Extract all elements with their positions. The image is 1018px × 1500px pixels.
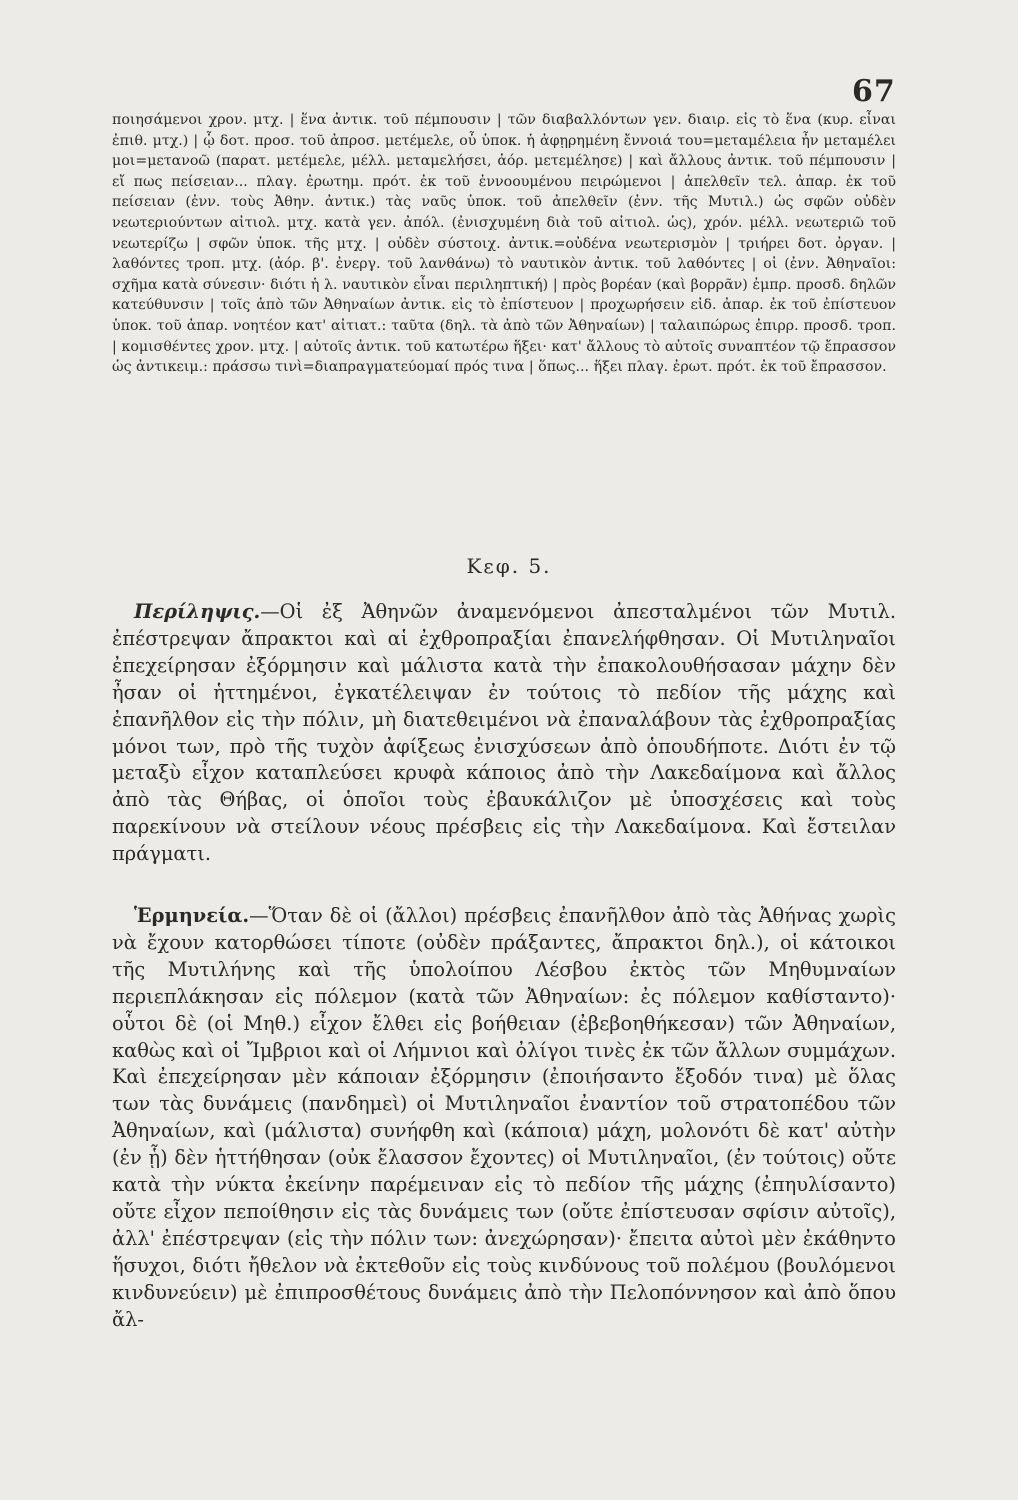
summary-paragraph (112, 599, 896, 868)
interpretation-section (112, 903, 896, 1334)
notes-paragraph: ποιησάμενοι χρον. μτχ. | ἕνα ἀντικ. τοῦ πέμπουσιν | τῶν διαβαλλόντων γεν. διαιρ. εἰς τὸ ἕνα (κυρ. εἶναι ἐπιθ. μτχ.) | ᾧ δοτ. προσ. τοῦ ἀπροσ. μετέμελε, οὗ ὑποκ. ἡ ἀφῃρημένη ἔννοιά του=μεταμέλεια ἦν μεταμέλει μοι=μετανοῶ (παρατ. μετέμελε, μέλλ. μεταμελήσει, ἀόρ. μετεμέλησε) | καὶ ἄλλους ἀντικ. τοῦ πέμπουσιν | εἴ πως πείσειαν... πλαγ. ἐρωτημ. πρότ. ἐκ τοῦ ἐννοουμένου πειρώμενοι | ἀπελθεῖν τελ. ἀπαρ. ἐκ τοῦ πείσειαν (ἐνν. τοὺς Ἀθην. ἀντικ.) τὰς ναῦς ὑποκ. τοῦ ἀπελθεῖν (ἐνν. τῆς Μυτιλ.) ὡς σφῶν οὐδὲν νεωτεριούντων αἰτιολ. μτχ. κατὰ γεν. ἀπόλ. (ἐνισχυμένη διὰ τοῦ αἰτιολ. ὡς), χρόν. μέλλ. νεωτεριῶ τοῦ νεωτερίζω | σφῶν ὑποκ. τῆς μτχ. | οὐδὲν σύστοιχ. ἀντικ.=οὐδένα νεωτερισμὸν | τριήρει δοτ. ὀργαν. | λαθόντες τροπ. μτχ. (ἀόρ. β'. ἐνεργ. τοῦ λανθάνω) τὸ ναυτικὸν ἀντικ. τοῦ λαθόντες | οἱ (ἐνν. Ἀθηναῖοι: σχῆμα κατὰ σύνεσιν· διότι ἡ λ. ναυτικὸν εἶναι περιληπτική) | πρὸς βορέαν (καὶ βορρᾶν) ἐμπρ. προσδ. δηλῶν κατεύθυνσιν | τοῖς ἀπὸ τῶν Ἀθηναίων ἀντικ. εἰς τὸ ἐπίστευον | προχωρήσειν εἰδ. ἀπαρ. ἐκ τοῦ ἐπίστευον ὑποκ. τοῦ ἀπαρ. νοητέον κατ' αἰτιατ.: ταῦτα (δηλ. τὰ ἀπὸ τῶν Ἀθηναίων) | ταλαιπώρως ἐπιρρ. προσδ. τροπ. | κομισθέντες χρον. μτχ. | αὐτοῖς ἀντικ. τοῦ κατωτέρω ἥξει· κατ' ἄλλους τὸ αὐτοῖς συναπτέον τῷ ἔπρασσον ὡς ἀντικειμ.: πράσσω τινὶ=διαπραγματεύομαί πρός τινα | ὅπως... ἥξει πλαγ. ἐρωτ. πρότ. ἐκ τοῦ ἔπρασσον. (112, 112, 896, 376)
interpretation-label: Ἑρμηνεία. (134, 904, 250, 927)
summary-label: Περίληψις. (134, 600, 261, 623)
grammar-notes (112, 110, 896, 378)
summary-text: —Οἱ ἐξ Ἀθηνῶν ἀναμενόμενοι ἀπεσταλμένοι τῶν Μυτιλ. ἐπέστρεψαν ἄπρακτοι καὶ αἱ ἐχθροπραξίαι ἐπανελήφθησαν. Οἱ Μυτιληναῖοι ἐπεχείρησαν ἐξόρμησιν καὶ μάλιστα κατὰ τὴν ἐπακολουθήσασαν μάχην δὲν ἦσαν οἱ ἡττημένοι, ἐγκατέλειψαν ἐν τούτοις τὸ πεδίον τῆς μάχης καὶ ἐπανῆλθον εἰς τὴν πόλιν, μὴ διατεθειμένοι νὰ ἐπαναλάβουν τὰς ἐχθροπραξίας μόνοι των, πρὸ τῆς τυχὸν ἀφίξεως ἐνισχύσεων ἀπὸ ὁπουδήποτε. Διότι ἐν τῷ μεταξὺ εἶχον καταπλεύσει κρυφὰ κάποιος ἀπὸ τὴν Λακεδαίμονα καὶ ἄλλος ἀπὸ τὰς Θήβας, οἱ ὁποῖοι τοὺς ἐβαυκάλιζον μὲ ὑποσχέσεις καὶ τοὺς παρεκίνουν νὰ στείλουν νέους πρέσβεις εἰς τὴν Λακεδαίμονα. Καὶ ἔστειλαν πράγματι. (112, 600, 896, 866)
page-number: 67 (852, 74, 896, 109)
chapter-heading: Κεφ. 5. (466, 554, 552, 578)
interpretation-paragraph (112, 903, 896, 1334)
interpretation-text: —Ὅταν δὲ οἱ (ἄλλοι) πρέσβεις ἐπανῆλθον ἀπὸ τὰς Ἀθήνας χωρὶς νὰ ἔχουν κατορθώσει τίποτε (οὐδὲν πράξαντες, ἄπρακτοι δηλ.), οἱ κάτοικοι τῆς Μυτιλήνης καὶ τῆς ὑπολοίπου Λέσβου ἐκτὸς τῶν Μηθυμναίων περιεπλάκησαν εἰς πόλεμον (κατὰ τῶν Ἀθηναίων: ἐς πόλεμον καθίσταντο)· οὗτοι δὲ (οἱ Μηθ.) εἶχον ἔλθει εἰς βοήθειαν (ἐβεβοηθήκεσαν) τῶν Ἀθηναίων, καθὼς καὶ οἱ Ἴμβριοι καὶ οἱ Λήμνιοι καὶ ὀλίγοι τινὲς ἐκ τῶν ἄλλων συμμάχων. Καὶ ἐπεχείρησαν μὲν κάποιαν ἐξόρμησιν (ἐποιήσαντο ἔξοδόν τινα) μὲ ὅλας των τὰς δυνάμεις (πανδημεὶ) οἱ Μυτιληναῖοι ἐναντίον τοῦ στρατοπέδου τῶν Ἀθηναίων, καὶ (μάλιστα) συνήφθη καὶ (κάποια) μάχη, μολονότι δὲ κατ' αὐτὴν (ἐν ᾗ) δὲν ἡττήθησαν (οὐκ ἔλασσον ἔχοντες) οἱ Μυτιληναῖοι, (ἐν τούτοις) οὔτε κατὰ τὴν νύκτα ἐκείνην παρέμειναν εἰς τὸ πεδίον τῆς μάχης (ἐπηυλίσαντο) οὔτε εἶχον πεποίθησιν εἰς τὰς δυνάμεις των (οὔτε ἐπίστευσαν σφίσιν αὐτοῖς), ἀλλ' ἐπέστρεψαν (εἰς τὴν πόλιν των: ἀνεχώρησαν)· ἔπειτα αὐτοὶ μὲν ἐκάθηντο ἥσυχοι, διότι ἤθελον νὰ ἐκτεθοῦν εἰς τοὺς κινδύνους τοῦ πολέμου (βουλόμενοι κινδυνεύειν) μὲ ἐπιπροσθέτους δυνάμεις ἀπὸ τὴν Πελοπόννησον καὶ ἀπὸ ὅπου ἄλ- (112, 904, 896, 1331)
summary-section (112, 599, 896, 868)
